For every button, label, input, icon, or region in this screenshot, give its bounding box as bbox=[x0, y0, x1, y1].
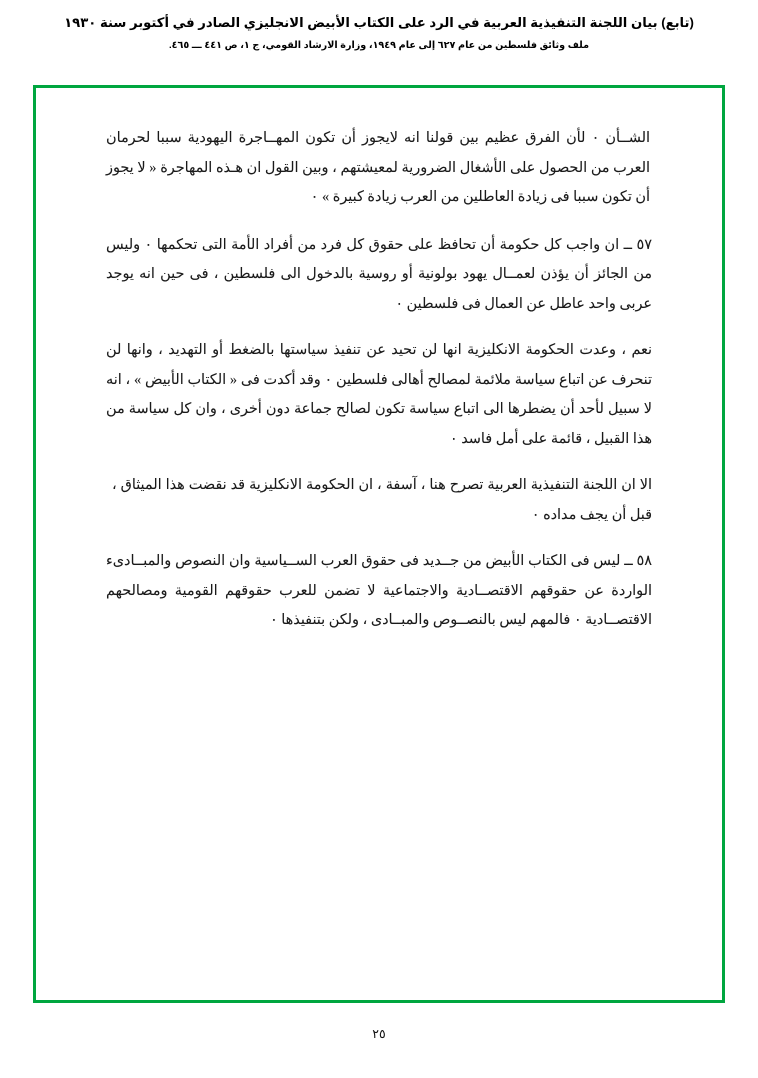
page-title: (تابع) بيان اللجنة التنفيذية العربية في الرد على الكتاب الأبيض الانجليزي الصادر في أكتوبر سنة ١٩٣٠ bbox=[64, 15, 694, 30]
page-subtitle-source: ملف وثائق فلسطين من عام ٦٢٧ إلى عام ١٩٤٩، وزارة الارشاد القومي، ج ١، ص ٤٤١ ـــ ٤٦٥. bbox=[168, 39, 590, 51]
body-paragraph: ٥٨ ــ ليس فى الكتاب الأبيض من جــديد فى حقوق العرب الســياسية وان النصوص والمبــادىء الواردة عن حقوقهم الاقتصــادية والاجتماعية لا تضمن للعرب حقوقهم القومية ومصالحهم الاقتصــادية ٠ فالمهم ليس بالنصــوص والمبــادى ، ولكن بتنفيذها ٠ bbox=[106, 553, 652, 629]
scanned-text-block bbox=[36, 88, 722, 1000]
body-paragraph: الشــأن ٠ لأن الفرق عظيم بين قولنا انه لايجوز أن تكون المهــاجرة اليهودية سببا لحرمان العرب من الحصول على الأشغال الضرورية لمعيشتهم ، وبين القول ان هـذه المهاجرة « لا يجوز أن تكون سببا فى زيادة العاطلين من العرب زيادة كبيرة » ٠ bbox=[106, 130, 651, 206]
page-header bbox=[0, 0, 758, 53]
page-number: ٢٥ bbox=[372, 1027, 386, 1041]
body-paragraph: الا ان اللجنة التنفيذية العربية تصرح هنا ، آسفة ، ان الحكومة الانكليزية قد نقضت هذا الميثاق ، قبل أن يجف مداده ٠ bbox=[112, 477, 652, 523]
body-paragraph: ٥٧ ــ ان واجب كل حكومة أن تحافظ على حقوق كل فرد من أفراد الأمة التى تحكمها ٠ وليس من الجائز أن يؤذن لعمــال يهود بولونية أو روسية بالدخول الى فلسطين ، فى حين انه يوجد عربى واحد عاطل عن العمال فى فلسطين ٠ bbox=[106, 236, 652, 312]
scanned-content-frame bbox=[33, 85, 725, 1003]
body-paragraph: نعم ، وعدت الحكومة الانكليزية انها لن تحيد عن تنفيذ سياستها بالضغط أو التهديد ، وانها لن تنحرف عن اتباع سياسة ملائمة لمصالح أهالى فلسطين ٠ وقد أكدت فى « الكتاب الأبيض » ، انه لا سبيل لأحد أن يضطرها الى اتباع سياسة تكون لصالح جماعة دون أخرى ، وان كل سياسة من هذا القبيل ، قائمة على أمل فاسد ٠ bbox=[106, 342, 652, 447]
